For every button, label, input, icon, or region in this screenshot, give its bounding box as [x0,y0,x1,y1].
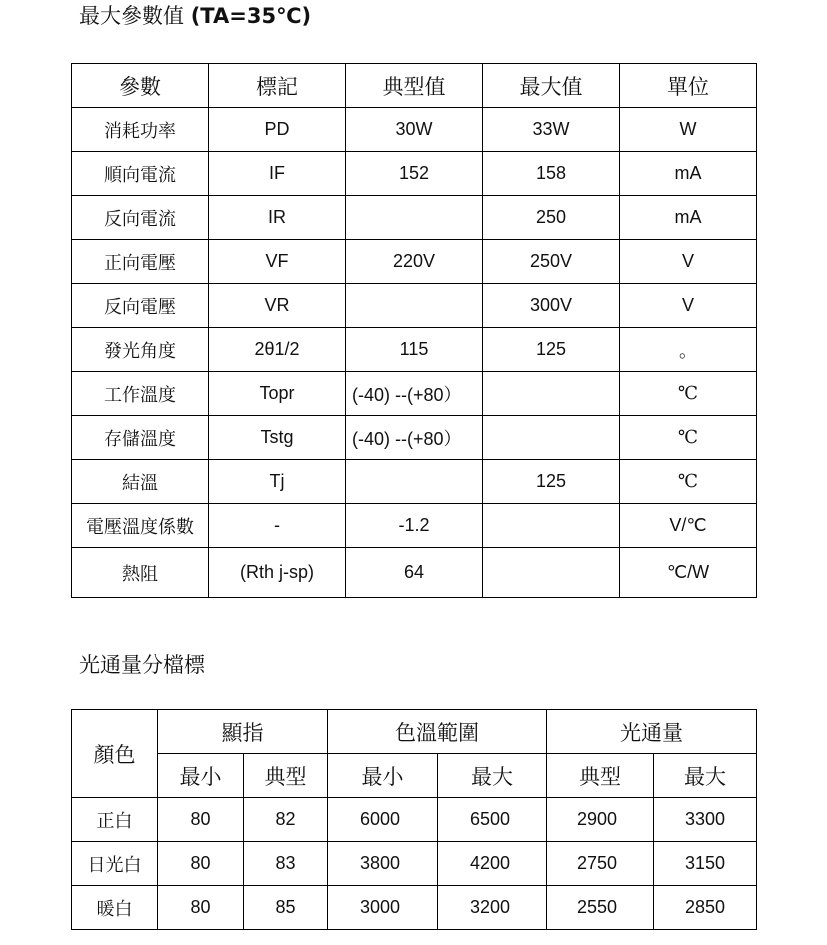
max-cell: 125 [483,328,620,372]
cri-typ-cell: 85 [244,886,328,930]
table-row [72,196,757,240]
cct-max-cell: 3200 [438,886,547,930]
max-params-body [72,64,757,598]
max-cell: 300V [483,284,620,328]
table-row [72,372,757,416]
header-max: 最大值 [483,64,620,108]
typical-cell: 30W [346,108,483,152]
max-cell: 250V [483,240,620,284]
typical-cell: 152 [346,152,483,196]
table-subheader-row [72,754,757,798]
cri-typ-cell: 82 [244,798,328,842]
max-cell [483,548,620,598]
typical-cell: (-40) --(+80） [346,416,483,460]
max-params-condition: (TA=35 [190,4,277,28]
header-typical: 典型值 [346,64,483,108]
max-params-condition-unit: ℃) [276,4,312,28]
color-cell: 正白 [72,798,158,842]
symbol-cell: VR [209,284,346,328]
unit-cell: V [620,240,757,284]
table-row [72,152,757,196]
unit-cell: 。 [620,328,757,372]
table-row [72,240,757,284]
symbol-cell: - [209,504,346,548]
table-row [72,504,757,548]
header-cri: 顯指 [158,710,328,754]
param-cell: 消耗功率 [72,108,209,152]
unit-cell: mA [620,152,757,196]
cri-min-cell: 80 [158,842,244,886]
max-cell [483,416,620,460]
typical-cell [346,196,483,240]
typical-cell [346,460,483,504]
table-header-row [72,710,757,754]
max-params-title: 最大參數值 [79,4,184,28]
flux-max-cell: 2850 [654,886,757,930]
flux-typ-cell: 2550 [547,886,654,930]
cct-min-cell: 3800 [328,842,438,886]
table-row [72,842,757,886]
subheader-cri-min: 最小 [158,754,244,798]
typical-cell: -1.2 [346,504,483,548]
symbol-cell: Topr [209,372,346,416]
flux-max-cell: 3150 [654,842,757,886]
max-cell: 33W [483,108,620,152]
flux-max-cell: 3300 [654,798,757,842]
flux-bin-body [72,710,757,930]
symbol-cell: Tj [209,460,346,504]
param-cell: 反向電壓 [72,284,209,328]
cri-min-cell: 80 [158,886,244,930]
cct-min-cell: 6000 [328,798,438,842]
param-cell: 結溫 [72,460,209,504]
cct-max-cell: 4200 [438,842,547,886]
color-cell: 日光白 [72,842,158,886]
table-row [72,798,757,842]
header-unit: 單位 [620,64,757,108]
subheader-cct-max: 最大 [438,754,547,798]
max-params-table [71,63,757,598]
header-luminous-flux: 光通量 [547,710,757,754]
table-row [72,284,757,328]
table-row [72,108,757,152]
flux-typ-cell: 2900 [547,798,654,842]
symbol-cell: IR [209,196,346,240]
typical-cell: 64 [346,548,483,598]
table-row [72,328,757,372]
cct-max-cell: 6500 [438,798,547,842]
param-cell: 電壓溫度係數 [72,504,209,548]
table-row [72,548,757,598]
param-cell: 發光角度 [72,328,209,372]
param-cell: 工作溫度 [72,372,209,416]
typical-cell: (-40) --(+80） [346,372,483,416]
param-cell: 存儲溫度 [72,416,209,460]
unit-cell: ℃ [620,460,757,504]
table-header-row [72,64,757,108]
unit-cell: ℃/W [620,548,757,598]
max-params-heading [79,3,311,29]
symbol-cell: PD [209,108,346,152]
typical-cell: 115 [346,328,483,372]
param-cell: 反向電流 [72,196,209,240]
max-cell [483,372,620,416]
flux-typ-cell: 2750 [547,842,654,886]
param-cell: 熱阻 [72,548,209,598]
unit-cell: ℃ [620,416,757,460]
max-cell: 250 [483,196,620,240]
unit-cell: V [620,284,757,328]
color-cell: 暖白 [72,886,158,930]
param-cell: 正向電壓 [72,240,209,284]
symbol-cell: IF [209,152,346,196]
subheader-cri-typ: 典型 [244,754,328,798]
unit-cell: ℃ [620,372,757,416]
header-color: 顏色 [72,710,158,798]
unit-cell: mA [620,196,757,240]
symbol-cell: (Rth j-sp) [209,548,346,598]
typical-cell: 220V [346,240,483,284]
subheader-cct-min: 最小 [328,754,438,798]
table-row [72,886,757,930]
symbol-cell: 2θ1/2 [209,328,346,372]
max-cell: 158 [483,152,620,196]
typical-cell [346,284,483,328]
table-row [72,460,757,504]
subheader-flux-typ: 典型 [547,754,654,798]
symbol-cell: Tstg [209,416,346,460]
header-cct-range: 色溫範圍 [328,710,547,754]
cct-min-cell: 3000 [328,886,438,930]
unit-cell: V/℃ [620,504,757,548]
header-param: 參數 [72,64,209,108]
param-cell: 順向電流 [72,152,209,196]
header-symbol: 標記 [209,64,346,108]
unit-cell: W [620,108,757,152]
cri-min-cell: 80 [158,798,244,842]
table-row [72,416,757,460]
cri-typ-cell: 83 [244,842,328,886]
flux-bin-table [71,709,757,930]
flux-bin-heading: 光通量分檔標 [79,653,205,677]
symbol-cell: VF [209,240,346,284]
max-cell: 125 [483,460,620,504]
subheader-flux-max: 最大 [654,754,757,798]
max-cell [483,504,620,548]
